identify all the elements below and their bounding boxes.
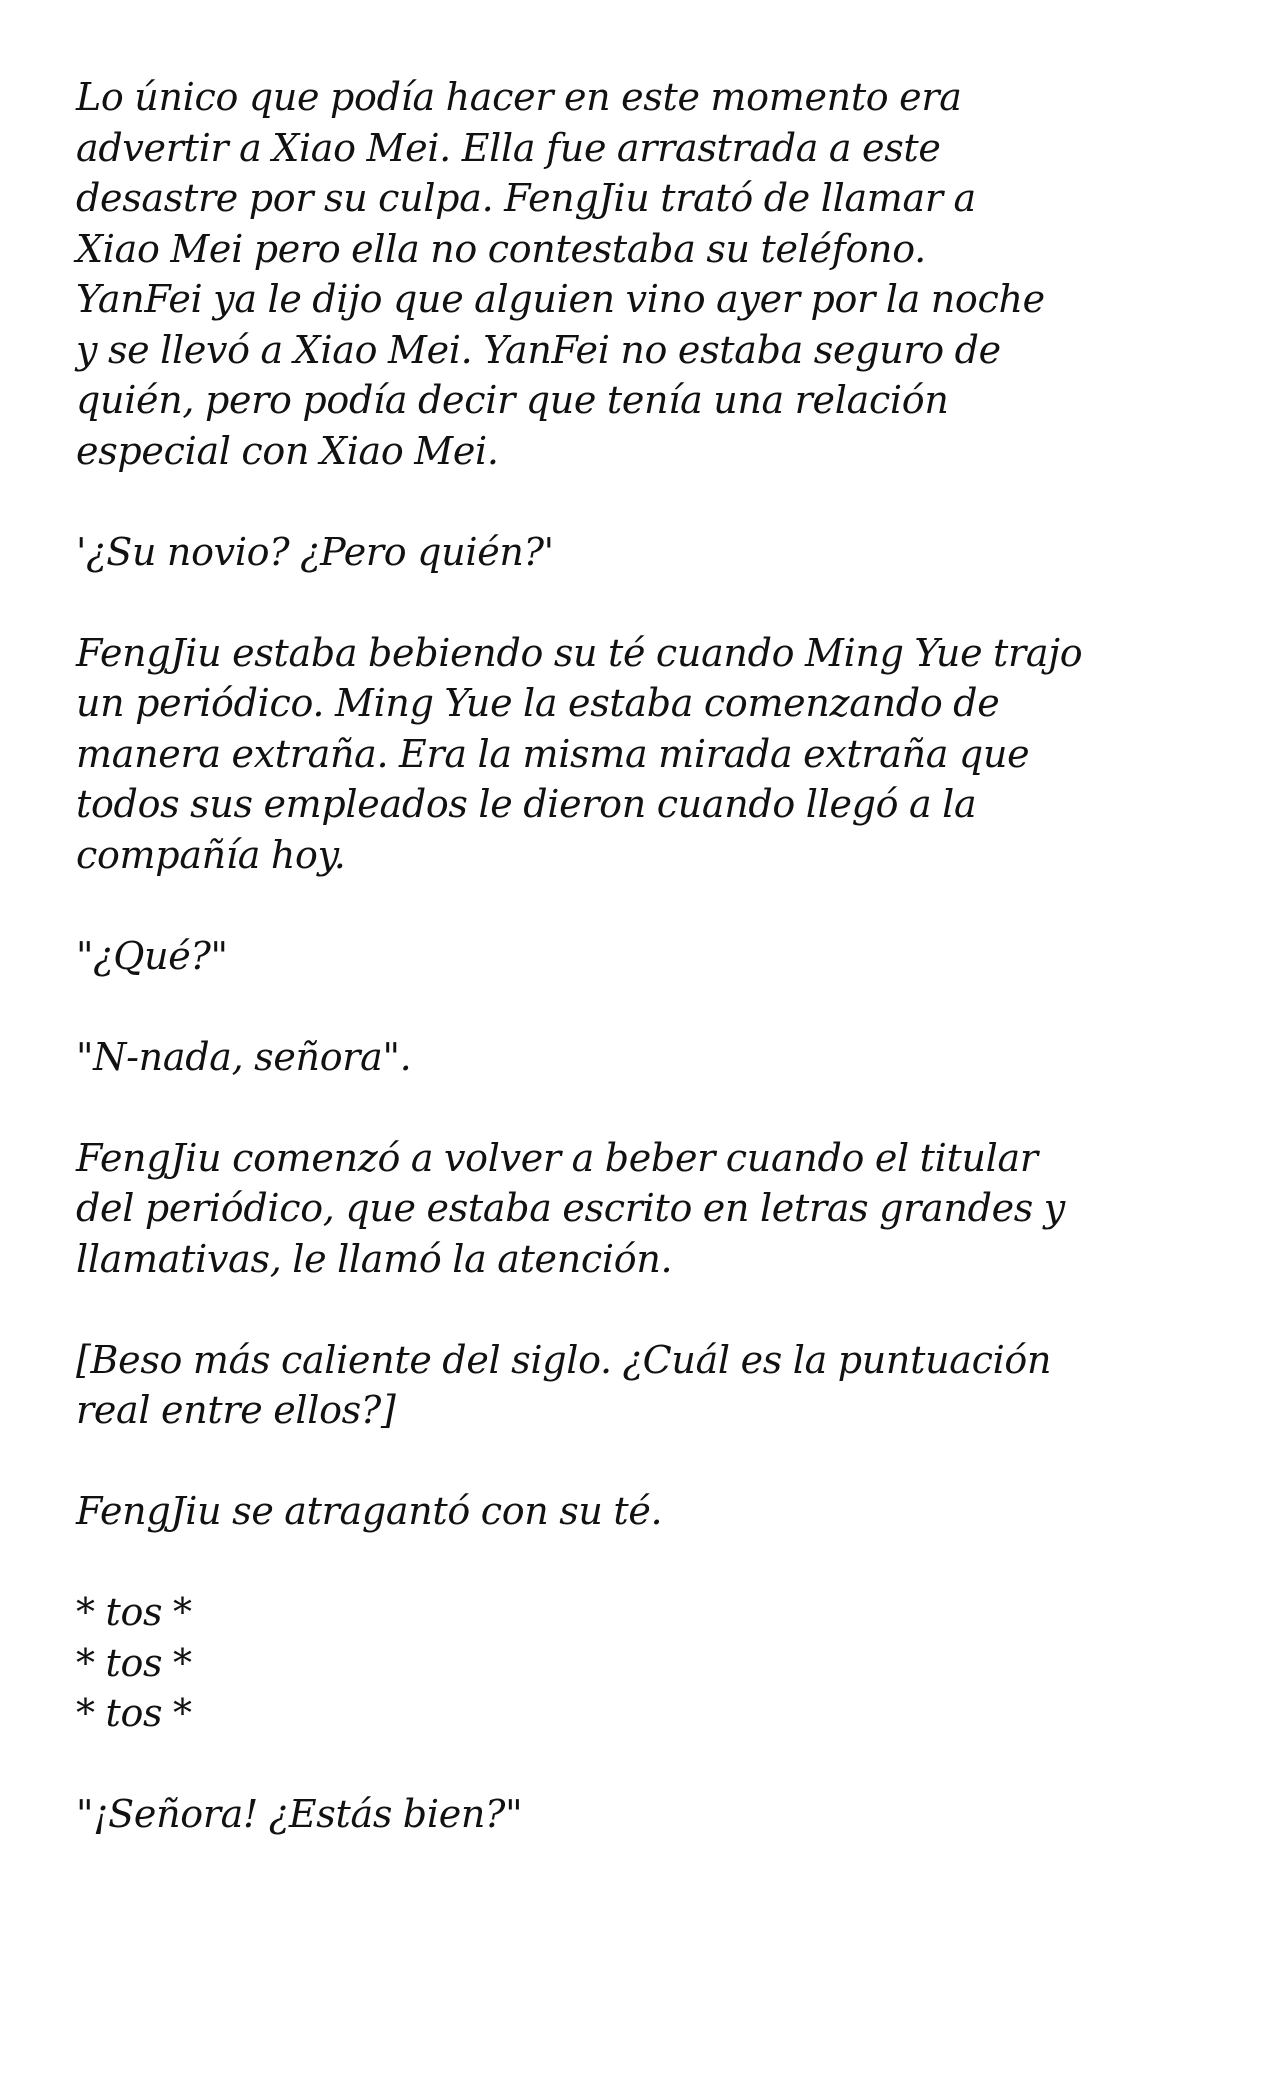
text-line: Xiao Mei pero ella no contestaba su teléfono. — [76, 226, 926, 271]
text-line: desastre por su culpa. FengJiu trató de llamar a — [76, 176, 976, 220]
text-line: llamativas, le llamó la atención. — [76, 1236, 673, 1281]
text-line: manera extraña. Era la misma mirada extraña que — [76, 731, 1030, 776]
text-line: * tos * — [76, 1640, 192, 1685]
paragraph-7-headline — [76, 1335, 1226, 1436]
paragraph-8 — [76, 1486, 1226, 1537]
paragraph-4-dialogue — [76, 931, 1226, 982]
text-line: del periódico, que estaba escrito en letras grandes y — [76, 1186, 1065, 1230]
text-line: * tos * — [76, 1590, 192, 1634]
text-line: '¿Su novio? ¿Pero quién?' — [76, 529, 554, 574]
text-line: un periódico. Ming Yue la estaba comenzando de — [76, 681, 1000, 725]
paragraph-9-cough — [76, 1587, 1226, 1739]
paragraph-6 — [76, 1133, 1226, 1285]
document-page — [76, 72, 1226, 1890]
text-line: todos sus empleados le dieron cuando llegó a la — [76, 782, 977, 826]
text-line: FengJiu se atragantó con su té. — [76, 1489, 663, 1533]
text-line: y se llevó a Xiao Mei. YanFei no estaba seguro de — [76, 327, 1001, 372]
text-line: FengJiu comenzó a volver a beber cuando el titular — [76, 1135, 1038, 1180]
text-line: "¿Qué?" — [76, 933, 228, 978]
text-line: compañía hoy. — [76, 832, 346, 877]
paragraph-2-thought — [76, 527, 1226, 578]
paragraph-1 — [76, 72, 1226, 476]
text-line: Lo único que podía hacer en este momento era — [76, 75, 962, 119]
text-line: YanFei ya le dijo que alguien vino ayer por la noche — [76, 277, 1045, 321]
paragraph-5-dialogue — [76, 1032, 1226, 1083]
text-line: advertir a Xiao Mei. Ella fue arrastrada a este — [76, 125, 941, 170]
paragraph-3 — [76, 628, 1226, 881]
text-line: FengJiu estaba bebiendo su té cuando Ming Yue trajo — [76, 630, 1083, 675]
text-line: * tos * — [76, 1691, 192, 1735]
text-line: "N-nada, señora". — [76, 1034, 412, 1079]
text-line: real entre ellos?] — [76, 1388, 396, 1432]
paragraph-10-dialogue — [76, 1789, 1226, 1840]
text-line: "¡Señora! ¿Estás bien?" — [76, 1792, 523, 1836]
text-line: especial con Xiao Mei. — [76, 428, 499, 473]
text-line: [Beso más caliente del siglo. ¿Cuál es la puntuación — [76, 1337, 1052, 1382]
text-line: quién, pero podía decir que tenía una relación — [76, 378, 949, 422]
